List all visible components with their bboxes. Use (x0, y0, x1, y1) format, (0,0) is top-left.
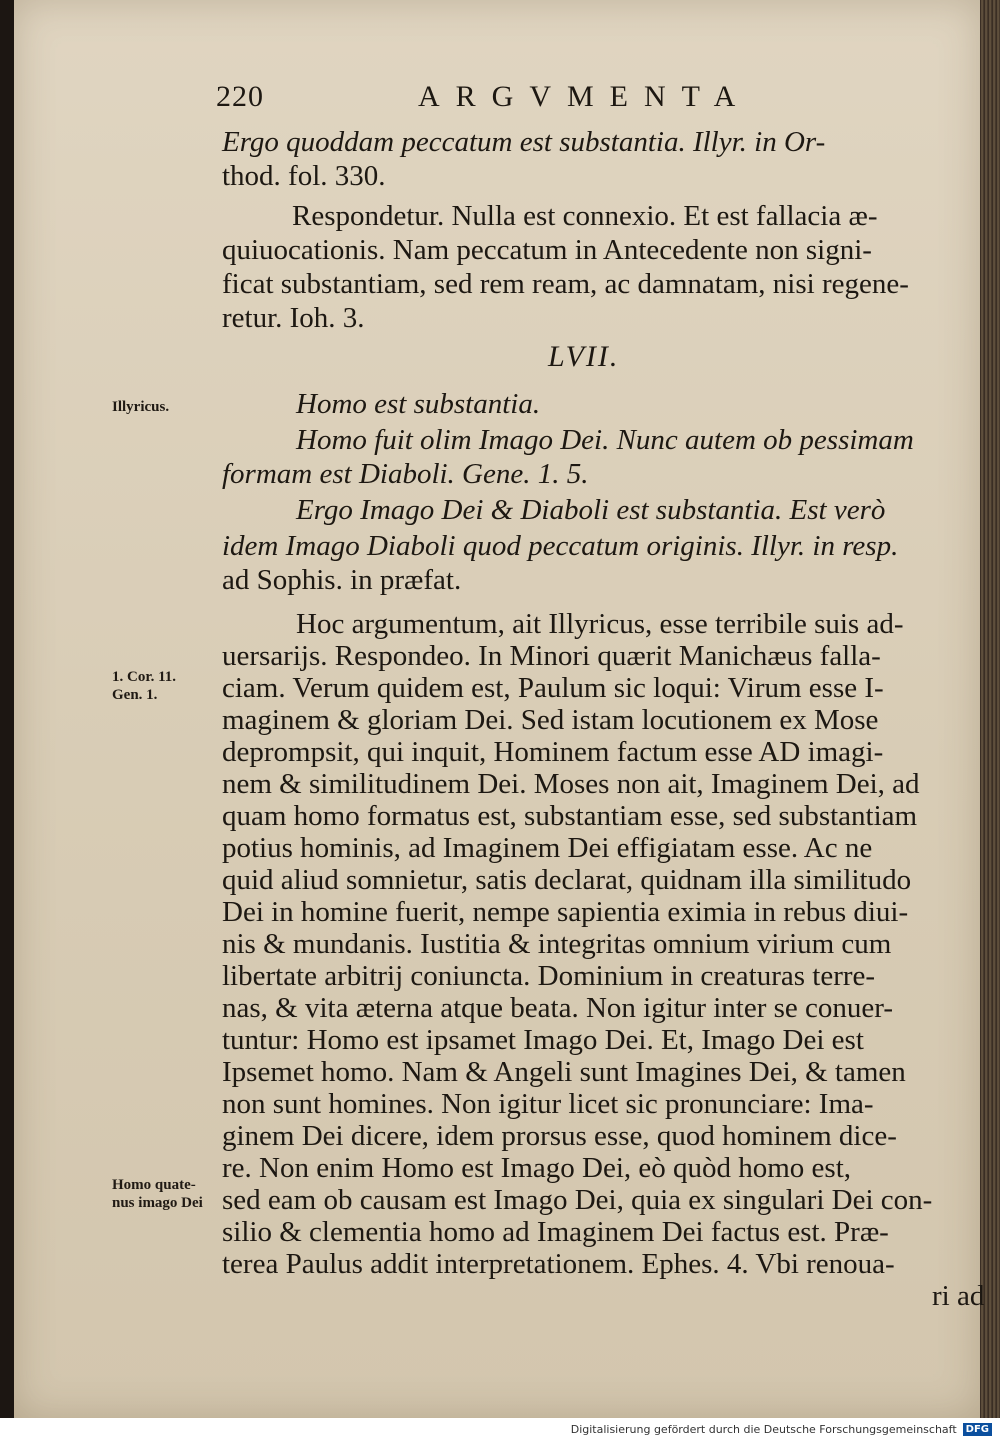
text-line: quiuocationis. Nam peccatum in Antecedente non signi- (222, 234, 872, 266)
margin-note: Homo quate- (112, 1177, 196, 1193)
dfg-logo: DFG (963, 1423, 992, 1436)
text-line: Dei in homine fuerit, nempe sapientia eximia in rebus diui- (222, 896, 909, 928)
text-line: nas, & vita æterna atque beata. Non igitur inter se conuer- (222, 992, 894, 1024)
footer-credit: Digitalisierung gefördert durch die Deutsche Forschungsgemeinschaft (570, 1422, 957, 1436)
footer-bar (0, 1418, 1000, 1440)
page-number: 220 (216, 80, 264, 113)
text-line: ficat substantiam, sed rem ream, ac damnatam, nisi regene- (222, 268, 909, 300)
running-head: ARGVMENTA (418, 80, 752, 113)
text-line: Homo est substantia. (296, 388, 541, 420)
text-line: libertate arbitrij coniuncta. Dominium in creaturas terre- (222, 960, 876, 992)
text-line: deprompsit, qui inquit, Hominem factum esse AD imagi- (222, 736, 884, 768)
text-line: Respondetur. Nulla est connexio. Et est fallacia æ- (292, 200, 878, 232)
text-line: potius hominis, ad Imaginem Dei effigiatam esse. Ac ne (222, 832, 873, 864)
margin-note: Gen. 1. (112, 687, 158, 703)
text-line: non sunt homines. Non igitur licet sic pronunciare: Ima- (222, 1088, 874, 1120)
text-line: Hoc argumentum, ait Illyricus, esse terribile suis ad- (296, 608, 904, 640)
text-line: Homo fuit olim Imago Dei. Nunc autem ob pessimam (296, 424, 914, 456)
text-line: tuntur: Homo est ipsamet Imago Dei. Et, Imago Dei est (222, 1024, 864, 1056)
text-line: retur. Ioh. 3. (222, 302, 365, 334)
text-line: Ergo Imago Dei & Diaboli est substantia. Est verò (296, 494, 886, 526)
text-line: re. Non enim Homo est Imago Dei, eò quòd homo est, (222, 1152, 852, 1184)
text-line: silio & clementia homo ad Imaginem Dei factus est. Præ- (222, 1216, 889, 1248)
margin-note: nus imago Dei (112, 1195, 203, 1211)
text-line: idem Imago Diaboli quod peccatum originis. Illyr. in resp. (222, 530, 899, 562)
book-edge (980, 0, 1000, 1418)
section-number: LVII. (548, 340, 620, 373)
text-line: quam homo formatus est, substantiam esse, sed substantiam (222, 800, 918, 832)
text-line: nis & mundanis. Iustitia & integritas omnium virium cum (222, 928, 892, 960)
text-line: ad Sophis. in præfat. (222, 564, 462, 596)
text-line: Ergo quoddam peccatum est substantia. Illyr. in Or- (222, 126, 826, 158)
text-line: thod. fol. 330. (222, 160, 386, 192)
text-line: maginem & gloriam Dei. Sed istam locutionem ex Mose (222, 704, 879, 736)
text-line: Ipsemet homo. Nam & Angeli sunt Imagines Dei, & tamen (222, 1056, 906, 1088)
margin-note: Illyricus. (112, 399, 170, 415)
text-line: sed eam ob causam est Imago Dei, quia ex singulari Dei con- (222, 1184, 933, 1216)
text-line: uersarijs. Respondeo. In Minori quærit Manichæus falla- (222, 640, 881, 672)
text-line: ginem Dei dicere, idem prorsus esse, quod hominem dice- (222, 1120, 897, 1152)
text-line: formam est Diaboli. Gene. 1. 5. (222, 458, 589, 490)
margin-note: 1. Cor. 11. (112, 669, 177, 685)
text-line: quid aliud somnietur, satis declarat, quidnam illa similitudo (222, 864, 912, 896)
text-line: ciam. Verum quidem est, Paulum sic loqui: Virum esse I- (222, 672, 884, 704)
text-line: ri ad (932, 1280, 985, 1312)
text-line: terea Paulus addit interpretationem. Ephes. 4. Vbi renoua- (222, 1248, 895, 1280)
text-line: nem & similitudinem Dei. Moses non ait, Imaginem Dei, ad (222, 768, 920, 800)
